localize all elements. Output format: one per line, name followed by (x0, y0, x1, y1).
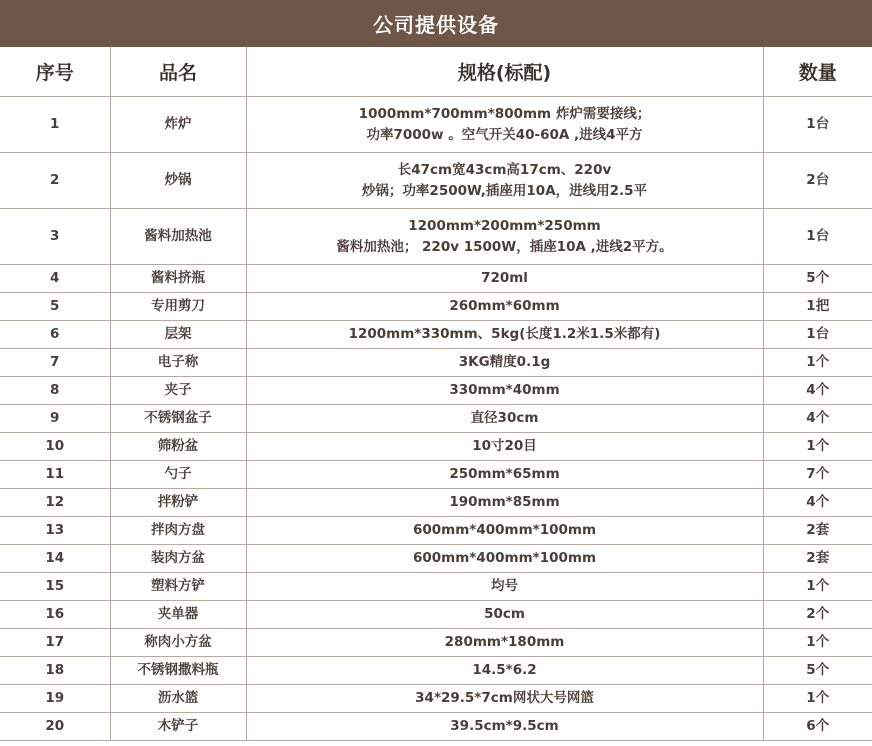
item-name: 酱料加热池 (110, 209, 246, 265)
item-quantity: 1个 (763, 349, 872, 377)
item-spec (246, 209, 763, 265)
table-row (0, 293, 872, 321)
header-row (0, 47, 872, 97)
table-row (0, 405, 872, 433)
item-spec-line: 3KG精度0.1g (458, 354, 551, 370)
item-spec (246, 657, 763, 685)
item-quantity: 1个 (763, 573, 872, 601)
item-spec-line: 720ml (481, 270, 528, 286)
item-spec (246, 545, 763, 573)
item-spec-line: 190mm*85mm (449, 494, 560, 510)
item-name: 电子称 (110, 349, 246, 377)
table-row (0, 461, 872, 489)
item-quantity: 1个 (763, 433, 872, 461)
item-quantity: 1台 (763, 97, 872, 153)
item-spec-line: 直径30cm (470, 410, 539, 426)
row-number: 5 (0, 293, 110, 321)
table-title: 公司提供设备 (0, 0, 872, 47)
header-name: 品名 (110, 47, 246, 97)
item-spec-line: 1000mm*700mm*800mm 炸炉需要接线； (358, 105, 651, 122)
item-name: 沥水篮 (110, 685, 246, 713)
item-quantity: 1个 (763, 685, 872, 713)
item-spec (246, 489, 763, 517)
table-row (0, 657, 872, 685)
row-number: 15 (0, 573, 110, 601)
item-name: 夹单器 (110, 601, 246, 629)
equipment-table (0, 47, 872, 741)
table-row (0, 601, 872, 629)
item-spec (246, 153, 763, 209)
table-row (0, 377, 872, 405)
item-spec (246, 461, 763, 489)
table-row (0, 573, 872, 601)
item-name: 勺子 (110, 461, 246, 489)
item-quantity: 4个 (763, 405, 872, 433)
table-row (0, 433, 872, 461)
item-name: 塑料方铲 (110, 573, 246, 601)
item-quantity: 4个 (763, 489, 872, 517)
item-spec (246, 713, 763, 741)
item-spec (246, 97, 763, 153)
table-row (0, 153, 872, 209)
item-spec-line: 34*29.5*7cm网状大号网篮 (415, 690, 594, 706)
item-spec-line: 280mm*180mm (444, 634, 565, 650)
item-spec-line: 酱料加热池； 220v 1500W，插座10A ,进线2平方。 (336, 238, 673, 255)
item-name: 夹子 (110, 377, 246, 405)
table-row (0, 349, 872, 377)
table-row (0, 685, 872, 713)
item-spec-line: 600mm*400mm*100mm (412, 522, 597, 538)
item-quantity: 4个 (763, 377, 872, 405)
item-name: 酱料挤瓶 (110, 265, 246, 293)
row-number: 6 (0, 321, 110, 349)
row-number: 4 (0, 265, 110, 293)
row-number: 8 (0, 377, 110, 405)
row-number: 14 (0, 545, 110, 573)
item-name: 筛粉盆 (110, 433, 246, 461)
item-spec (246, 685, 763, 713)
table-row (0, 713, 872, 741)
item-name: 木铲子 (110, 713, 246, 741)
table-row (0, 517, 872, 545)
item-spec-line: 50cm (484, 606, 525, 622)
item-name: 称肉小方盆 (110, 629, 246, 657)
item-spec-line: 330mm*40mm (449, 382, 560, 398)
row-number: 1 (0, 97, 110, 153)
item-spec-line: 39.5cm*9.5cm (450, 718, 559, 734)
row-number: 3 (0, 209, 110, 265)
table-row (0, 209, 872, 265)
item-spec (246, 629, 763, 657)
item-name: 炸炉 (110, 97, 246, 153)
item-spec (246, 517, 763, 545)
item-spec-line: 均号 (491, 578, 518, 594)
table-body (0, 97, 872, 741)
item-spec-line: 1200mm*200mm*250mm (408, 217, 601, 234)
row-number: 11 (0, 461, 110, 489)
header-qty: 数量 (763, 47, 872, 97)
item-spec-line: 600mm*400mm*100mm (412, 550, 597, 566)
header-spec: 规格(标配) (246, 47, 763, 97)
item-spec (246, 601, 763, 629)
item-spec (246, 433, 763, 461)
table-row (0, 321, 872, 349)
item-quantity: 1台 (763, 321, 872, 349)
item-quantity: 1个 (763, 629, 872, 657)
table-row (0, 545, 872, 573)
item-spec-line: 炒锅；功率2500W,插座用10A，进线用2.5平 (361, 182, 648, 199)
item-spec-line: 功率7000w 。空气开关40-60A ,进线4平方 (366, 126, 643, 143)
item-quantity: 1把 (763, 293, 872, 321)
item-spec (246, 377, 763, 405)
item-name: 炒锅 (110, 153, 246, 209)
item-name: 拌肉方盘 (110, 517, 246, 545)
item-quantity: 5个 (763, 657, 872, 685)
item-spec-line: 250mm*65mm (449, 466, 560, 482)
item-quantity: 7个 (763, 461, 872, 489)
row-number: 18 (0, 657, 110, 685)
item-quantity: 5个 (763, 265, 872, 293)
row-number: 10 (0, 433, 110, 461)
row-number: 7 (0, 349, 110, 377)
item-quantity: 2个 (763, 601, 872, 629)
table-row (0, 97, 872, 153)
item-spec-line: 14.5*6.2 (472, 662, 537, 678)
item-quantity: 2套 (763, 545, 872, 573)
row-number: 2 (0, 153, 110, 209)
row-number: 9 (0, 405, 110, 433)
item-spec (246, 405, 763, 433)
item-spec (246, 321, 763, 349)
item-spec-line: 260mm*60mm (449, 298, 560, 314)
item-name: 不锈钢盆子 (110, 405, 246, 433)
item-spec (246, 349, 763, 377)
row-number: 16 (0, 601, 110, 629)
table-row (0, 489, 872, 517)
item-spec-line: 长47cm宽43cm高17cm、220v (397, 161, 612, 178)
row-number: 20 (0, 713, 110, 741)
row-number: 19 (0, 685, 110, 713)
item-name: 专用剪刀 (110, 293, 246, 321)
item-spec (246, 265, 763, 293)
table-row (0, 265, 872, 293)
item-quantity: 1台 (763, 209, 872, 265)
item-spec-line: 10寸20目 (472, 438, 537, 454)
item-name: 不锈钢撒料瓶 (110, 657, 246, 685)
row-number: 13 (0, 517, 110, 545)
row-number: 12 (0, 489, 110, 517)
item-spec (246, 293, 763, 321)
item-name: 拌粉铲 (110, 489, 246, 517)
item-name: 层架 (110, 321, 246, 349)
item-quantity: 6个 (763, 713, 872, 741)
table-row (0, 629, 872, 657)
item-quantity: 2台 (763, 153, 872, 209)
item-spec (246, 573, 763, 601)
row-number: 17 (0, 629, 110, 657)
item-spec-line: 1200mm*330mm、5kg(长度1.2米1.5米都有) (348, 326, 661, 342)
item-name: 装肉方盆 (110, 545, 246, 573)
item-quantity: 2套 (763, 517, 872, 545)
header-no: 序号 (0, 47, 110, 97)
